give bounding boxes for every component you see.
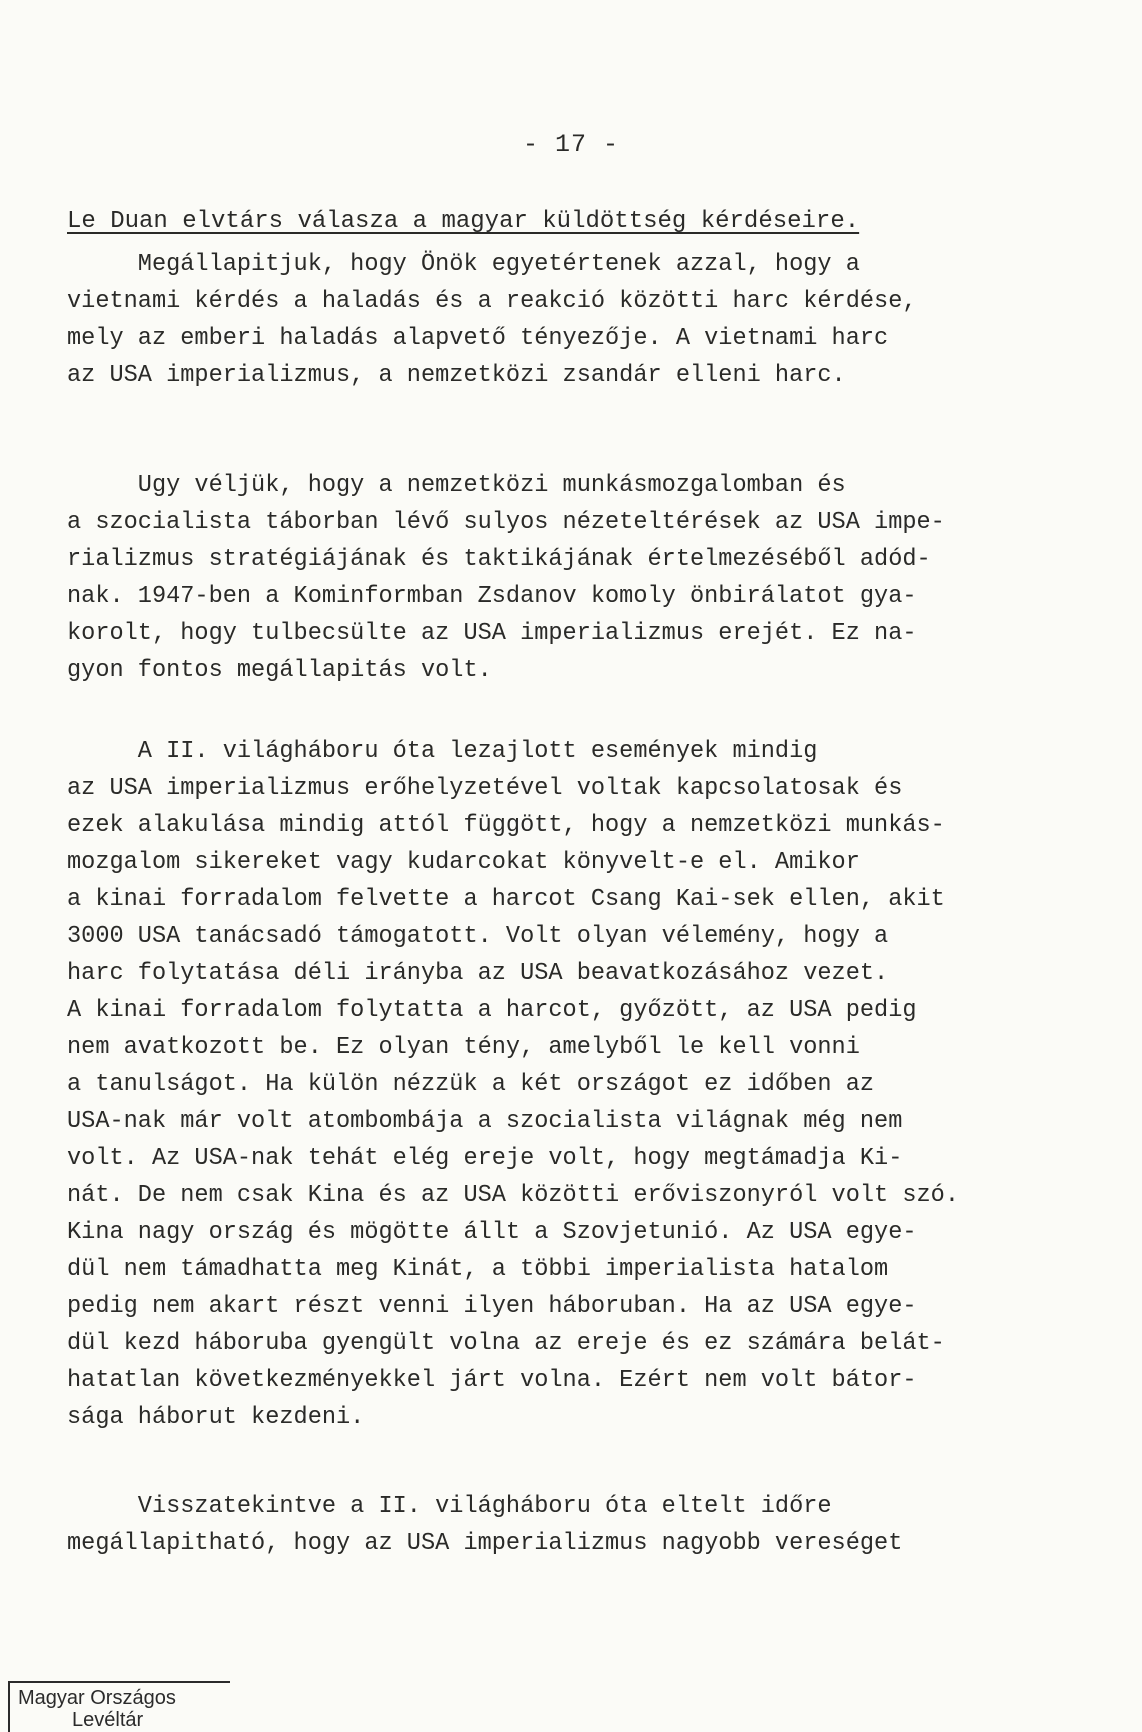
- text-line: pedig nem akart részt venni ilyen háboruban. Ha az USA egye-: [67, 1293, 917, 1320]
- text-line: a tanulságot. Ha külön nézzük a két országot ez időben az: [67, 1071, 875, 1098]
- text-line: megállapitható, hogy az USA imperializmus nagyobb vereséget: [67, 1530, 903, 1557]
- stamp-label: Levéltár: [72, 1709, 144, 1731]
- text-line: volt. Az USA-nak tehát elég ereje volt, hogy megtámadja Ki-: [67, 1145, 903, 1172]
- text-line: ezek alakulása mindig attól függött, hogy a nemzetközi munkás-: [67, 812, 945, 839]
- text-line: nát. De nem csak Kina és az USA közötti erőviszonyról volt szó.: [67, 1182, 959, 1209]
- page-number: - 17 -: [522, 130, 619, 159]
- text-line: mozgalom sikereket vagy kudarcokat könyvelt-e el. Amikor: [67, 849, 860, 876]
- text-line: hatatlan következményekkel járt volna. Ezért nem volt bátor-: [67, 1367, 917, 1394]
- text-line: nem avatkozott be. Ez olyan tény, amelyből le kell vonni: [67, 1034, 860, 1061]
- text-line: az USA imperializmus erőhelyzetével voltak kapcsolatosak és: [67, 775, 903, 802]
- text-line: A kinai forradalom folytatta a harcot, győzött, az USA pedig: [67, 997, 917, 1024]
- text-line: rializmus stratégiájának és taktikájának értelmezéséből adód-: [67, 546, 931, 573]
- text-line: Ugy véljük, hogy a nemzetközi munkásmozgalomban és: [67, 472, 846, 499]
- archive-stamp: [8, 1681, 230, 1732]
- text-line: Megállapitjuk, hogy Önök egyetértenek azzal, hogy a: [67, 251, 860, 278]
- text-line: sága háborut kezdeni.: [67, 1404, 365, 1431]
- text-line: a szocialista táborban lévő sulyos nézeteltérések az USA impe-: [67, 509, 945, 536]
- text-line: 3000 USA tanácsadó támogatott. Volt olyan vélemény, hogy a: [67, 923, 889, 950]
- text-line: Kina nagy ország és mögötte állt a Szovjetunió. Az USA egye-: [67, 1219, 917, 1246]
- text-line: az USA imperializmus, a nemzetközi zsandár elleni harc.: [67, 362, 846, 389]
- text-line: nak. 1947-ben a Kominformban Zsdanov komoly önbirálatot gya-: [67, 583, 917, 610]
- text-line: korolt, hogy tulbecsülte az USA imperializmus erejét. Ez na-: [67, 620, 917, 647]
- text-line: Visszatekintve a II. világháboru óta eltelt időre: [67, 1493, 832, 1520]
- text-line: A II. világháboru óta lezajlott események mindig: [67, 738, 818, 765]
- text-line: a kinai forradalom felvette a harcot Csang Kai-sek ellen, akit: [67, 886, 945, 913]
- stamp-label: Magyar Országos: [18, 1687, 176, 1709]
- text-line: mely az emberi haladás alapvető tényezője. A vietnami harc: [67, 325, 889, 352]
- paragraph-1: [67, 246, 917, 394]
- paragraph-3: [67, 733, 959, 1436]
- text-line: dül nem támadhatta meg Kinát, a többi imperialista hatalom: [67, 1256, 889, 1283]
- paragraph-4: [67, 1488, 902, 1562]
- text-line: gyon fontos megállapitás volt.: [67, 657, 492, 684]
- paragraph-2: [67, 467, 945, 689]
- text-line: USA-nak már volt atombombája a szocialista világnak még nem: [67, 1108, 903, 1135]
- text-line: harc folytatása déli irányba az USA beavatkozásához vezet.: [67, 960, 889, 987]
- section-heading: Le Duan elvtárs válasza a magyar küldöttség kérdéseire.: [67, 208, 860, 235]
- text-line: dül kezd háboruba gyengült volna az ereje és ez számára belát-: [67, 1330, 945, 1357]
- text-line: vietnami kérdés a haladás és a reakció közötti harc kérdése,: [67, 288, 917, 315]
